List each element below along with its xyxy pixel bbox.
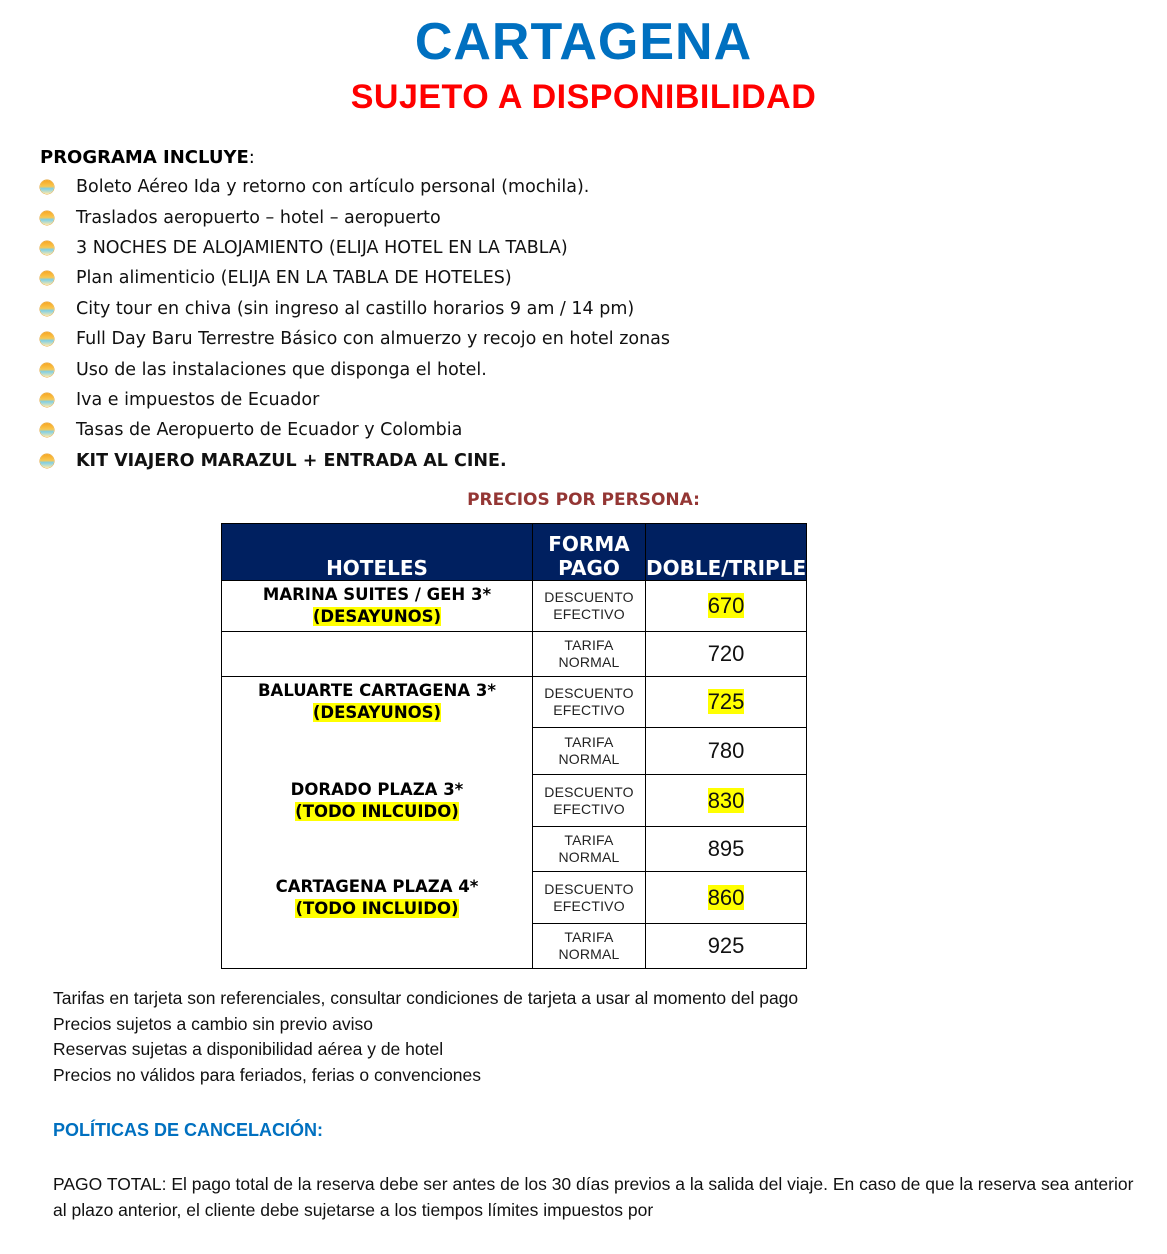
price-cell	[646, 872, 807, 924]
payment-type-line2: EFECTIVO	[553, 702, 625, 718]
beach-sun-bullet-icon	[40, 211, 54, 225]
table-row	[222, 728, 807, 775]
table-row	[222, 632, 807, 677]
price-table	[221, 523, 807, 969]
price-value: 780	[707, 738, 745, 763]
note-line: Reservas sujetas a disponibilidad aérea y de hotel	[53, 1039, 444, 1059]
hotel-cell-empty	[222, 924, 533, 969]
hotel-cell	[222, 872, 533, 924]
list-item-text: Traslados aeropuerto – hotel – aeropuerto	[76, 207, 441, 228]
table-header-row	[222, 524, 807, 581]
list-item-text: Tasas de Aeropuerto de Ecuador y Colombia	[76, 420, 463, 441]
beach-sun-bullet-icon	[40, 454, 54, 468]
payment-type-cell	[533, 632, 646, 677]
price-value: 720	[707, 641, 745, 666]
price-value: 925	[707, 933, 745, 958]
hotel-cell	[222, 677, 533, 728]
hotel-cell-empty	[222, 632, 533, 677]
payment-type-line1: TARIFA	[564, 637, 614, 653]
column-header-hotels	[222, 524, 533, 581]
list-item	[40, 294, 670, 324]
price-value: 895	[707, 836, 745, 861]
payment-type-line2: NORMAL	[558, 946, 620, 962]
price-cell	[646, 728, 807, 775]
hotel-name: DORADO PLAZA 3*	[290, 779, 464, 799]
list-item-text: Boleto Aéreo Ida y retorno con artículo personal (mochila).	[76, 177, 590, 198]
note-line: Precios sujetos a cambio sin previo aviso	[53, 1013, 374, 1034]
payment-type-cell	[533, 775, 646, 827]
price-value: 670	[707, 593, 745, 618]
list-item	[40, 202, 670, 232]
prices-heading: PRECIOS POR PERSONA:	[467, 490, 700, 510]
hotel-cell-empty	[222, 827, 533, 872]
includes-heading	[40, 147, 255, 168]
payment-type-cell	[533, 581, 646, 632]
price-value: 725	[707, 689, 745, 714]
column-header-payment-line2: PAGO	[558, 556, 620, 580]
column-header-payment	[533, 524, 646, 581]
payment-type-line1: TARIFA	[564, 929, 614, 945]
list-item	[40, 172, 670, 202]
table-row	[222, 677, 807, 728]
list-item-text: Iva e impuestos de Ecuador	[76, 389, 320, 410]
meal-plan: (TODO INCLUIDO)	[295, 898, 459, 918]
meal-plan: (TODO INLCUIDO)	[295, 801, 459, 821]
column-header-price-text: DOBLE/TRIPLE	[646, 556, 807, 580]
payment-type-cell	[533, 677, 646, 728]
meal-plan: (DESAYUNOS)	[312, 607, 442, 626]
table-row	[222, 775, 807, 827]
cancellation-body: PAGO TOTAL: El pago total de la reserva debe ser antes de los 30 días previos a la salida del viaje. En caso de que la reserva sea anterior al plazo anterior, el cliente debe sujetarse a los tiempos límites impuestos por	[53, 1174, 1134, 1220]
column-header-hotels-text: HOTELES	[326, 556, 428, 580]
list-item-text: Full Day Baru Terrestre Básico con almuerzo y recojo en hotel zonas	[76, 329, 671, 350]
list-item	[40, 263, 670, 293]
list-item-text: City tour en chiva (sin ingreso al castillo horarios 9 am / 14 pm)	[76, 298, 635, 319]
payment-type-line2: EFECTIVO	[553, 606, 625, 622]
price-value: 830	[707, 787, 745, 813]
note-line: Tarifas en tarjeta son referenciales, consultar condiciones de tarjeta a usar al momento del pago	[53, 988, 799, 1008]
hotel-cell	[222, 581, 533, 632]
table-row	[222, 827, 807, 872]
payment-type-line2: EFECTIVO	[553, 897, 625, 914]
beach-sun-bullet-icon	[40, 393, 54, 407]
list-item	[40, 415, 670, 445]
beach-sun-bullet-icon	[40, 180, 54, 194]
table-row	[222, 924, 807, 969]
price-value: 860	[707, 884, 745, 910]
beach-sun-bullet-icon	[40, 241, 54, 255]
list-item	[40, 354, 670, 384]
beach-sun-bullet-icon	[40, 332, 54, 346]
hotel-name: BALUARTE CARTAGENA 3*	[257, 681, 496, 701]
column-header-price	[646, 524, 807, 581]
page-title: CARTAGENA	[414, 13, 753, 71]
table-row	[222, 581, 807, 632]
list-item-text: Uso de las instalaciones que disponga el hotel.	[76, 359, 487, 380]
availability-subtitle: SUJETO A DISPONIBILIDAD	[350, 78, 817, 116]
beach-sun-bullet-icon	[40, 363, 54, 377]
includes-heading-colon: :	[248, 147, 255, 168]
price-cell	[646, 581, 807, 632]
price-cell	[646, 677, 807, 728]
payment-type-cell	[533, 827, 646, 872]
payment-type-line1: DESCUENTO	[544, 880, 634, 897]
payment-type-line2: NORMAL	[558, 654, 620, 670]
list-item	[40, 233, 670, 263]
meal-plan: (DESAYUNOS)	[312, 703, 442, 723]
includes-heading-text: PROGRAMA INCLUYE	[40, 147, 249, 168]
notes	[53, 986, 798, 1088]
payment-type-line1: TARIFA	[564, 832, 614, 848]
hotel-name: MARINA SUITES / GEH 3*	[262, 585, 492, 604]
beach-sun-bullet-icon	[40, 423, 54, 437]
payment-type-line1: DESCUENTO	[544, 783, 634, 800]
includes-list	[40, 172, 670, 476]
price-cell	[646, 924, 807, 969]
payment-type-line1: DESCUENTO	[544, 685, 634, 701]
hotel-cell-empty	[222, 728, 533, 775]
price-cell	[646, 827, 807, 872]
payment-type-cell	[533, 872, 646, 924]
price-cell	[646, 775, 807, 827]
beach-sun-bullet-icon	[40, 302, 54, 316]
payment-type-line1: DESCUENTO	[544, 589, 634, 605]
hotel-name: CARTAGENA PLAZA 4*	[275, 876, 479, 896]
table-row	[222, 872, 807, 924]
payment-type-cell	[533, 728, 646, 775]
beach-sun-bullet-icon	[40, 271, 54, 285]
payment-type-line1: TARIFA	[564, 734, 614, 750]
cancellation-heading: POLÍTICAS DE CANCELACIÓN:	[53, 1120, 323, 1140]
price-cell	[646, 632, 807, 677]
payment-type-cell	[533, 924, 646, 969]
list-item	[40, 446, 670, 476]
list-item-text: KIT VIAJERO MARAZUL + ENTRADA AL CINE.	[76, 450, 507, 471]
list-item	[40, 324, 670, 354]
note-line: Precios no válidos para feriados, ferias o convenciones	[53, 1064, 482, 1085]
list-item-text: Plan alimenticio (ELIJA EN LA TABLA DE HOTELES)	[76, 268, 512, 289]
hotel-cell	[222, 775, 533, 827]
column-header-payment-line1: FORMA	[548, 532, 630, 556]
payment-type-line2: NORMAL	[558, 849, 620, 865]
payment-type-line2: NORMAL	[558, 751, 620, 767]
payment-type-line2: EFECTIVO	[553, 800, 625, 817]
list-item-text: 3 NOCHES DE ALOJAMIENTO (ELIJA HOTEL EN LA TABLA)	[76, 237, 568, 258]
list-item	[40, 385, 670, 415]
